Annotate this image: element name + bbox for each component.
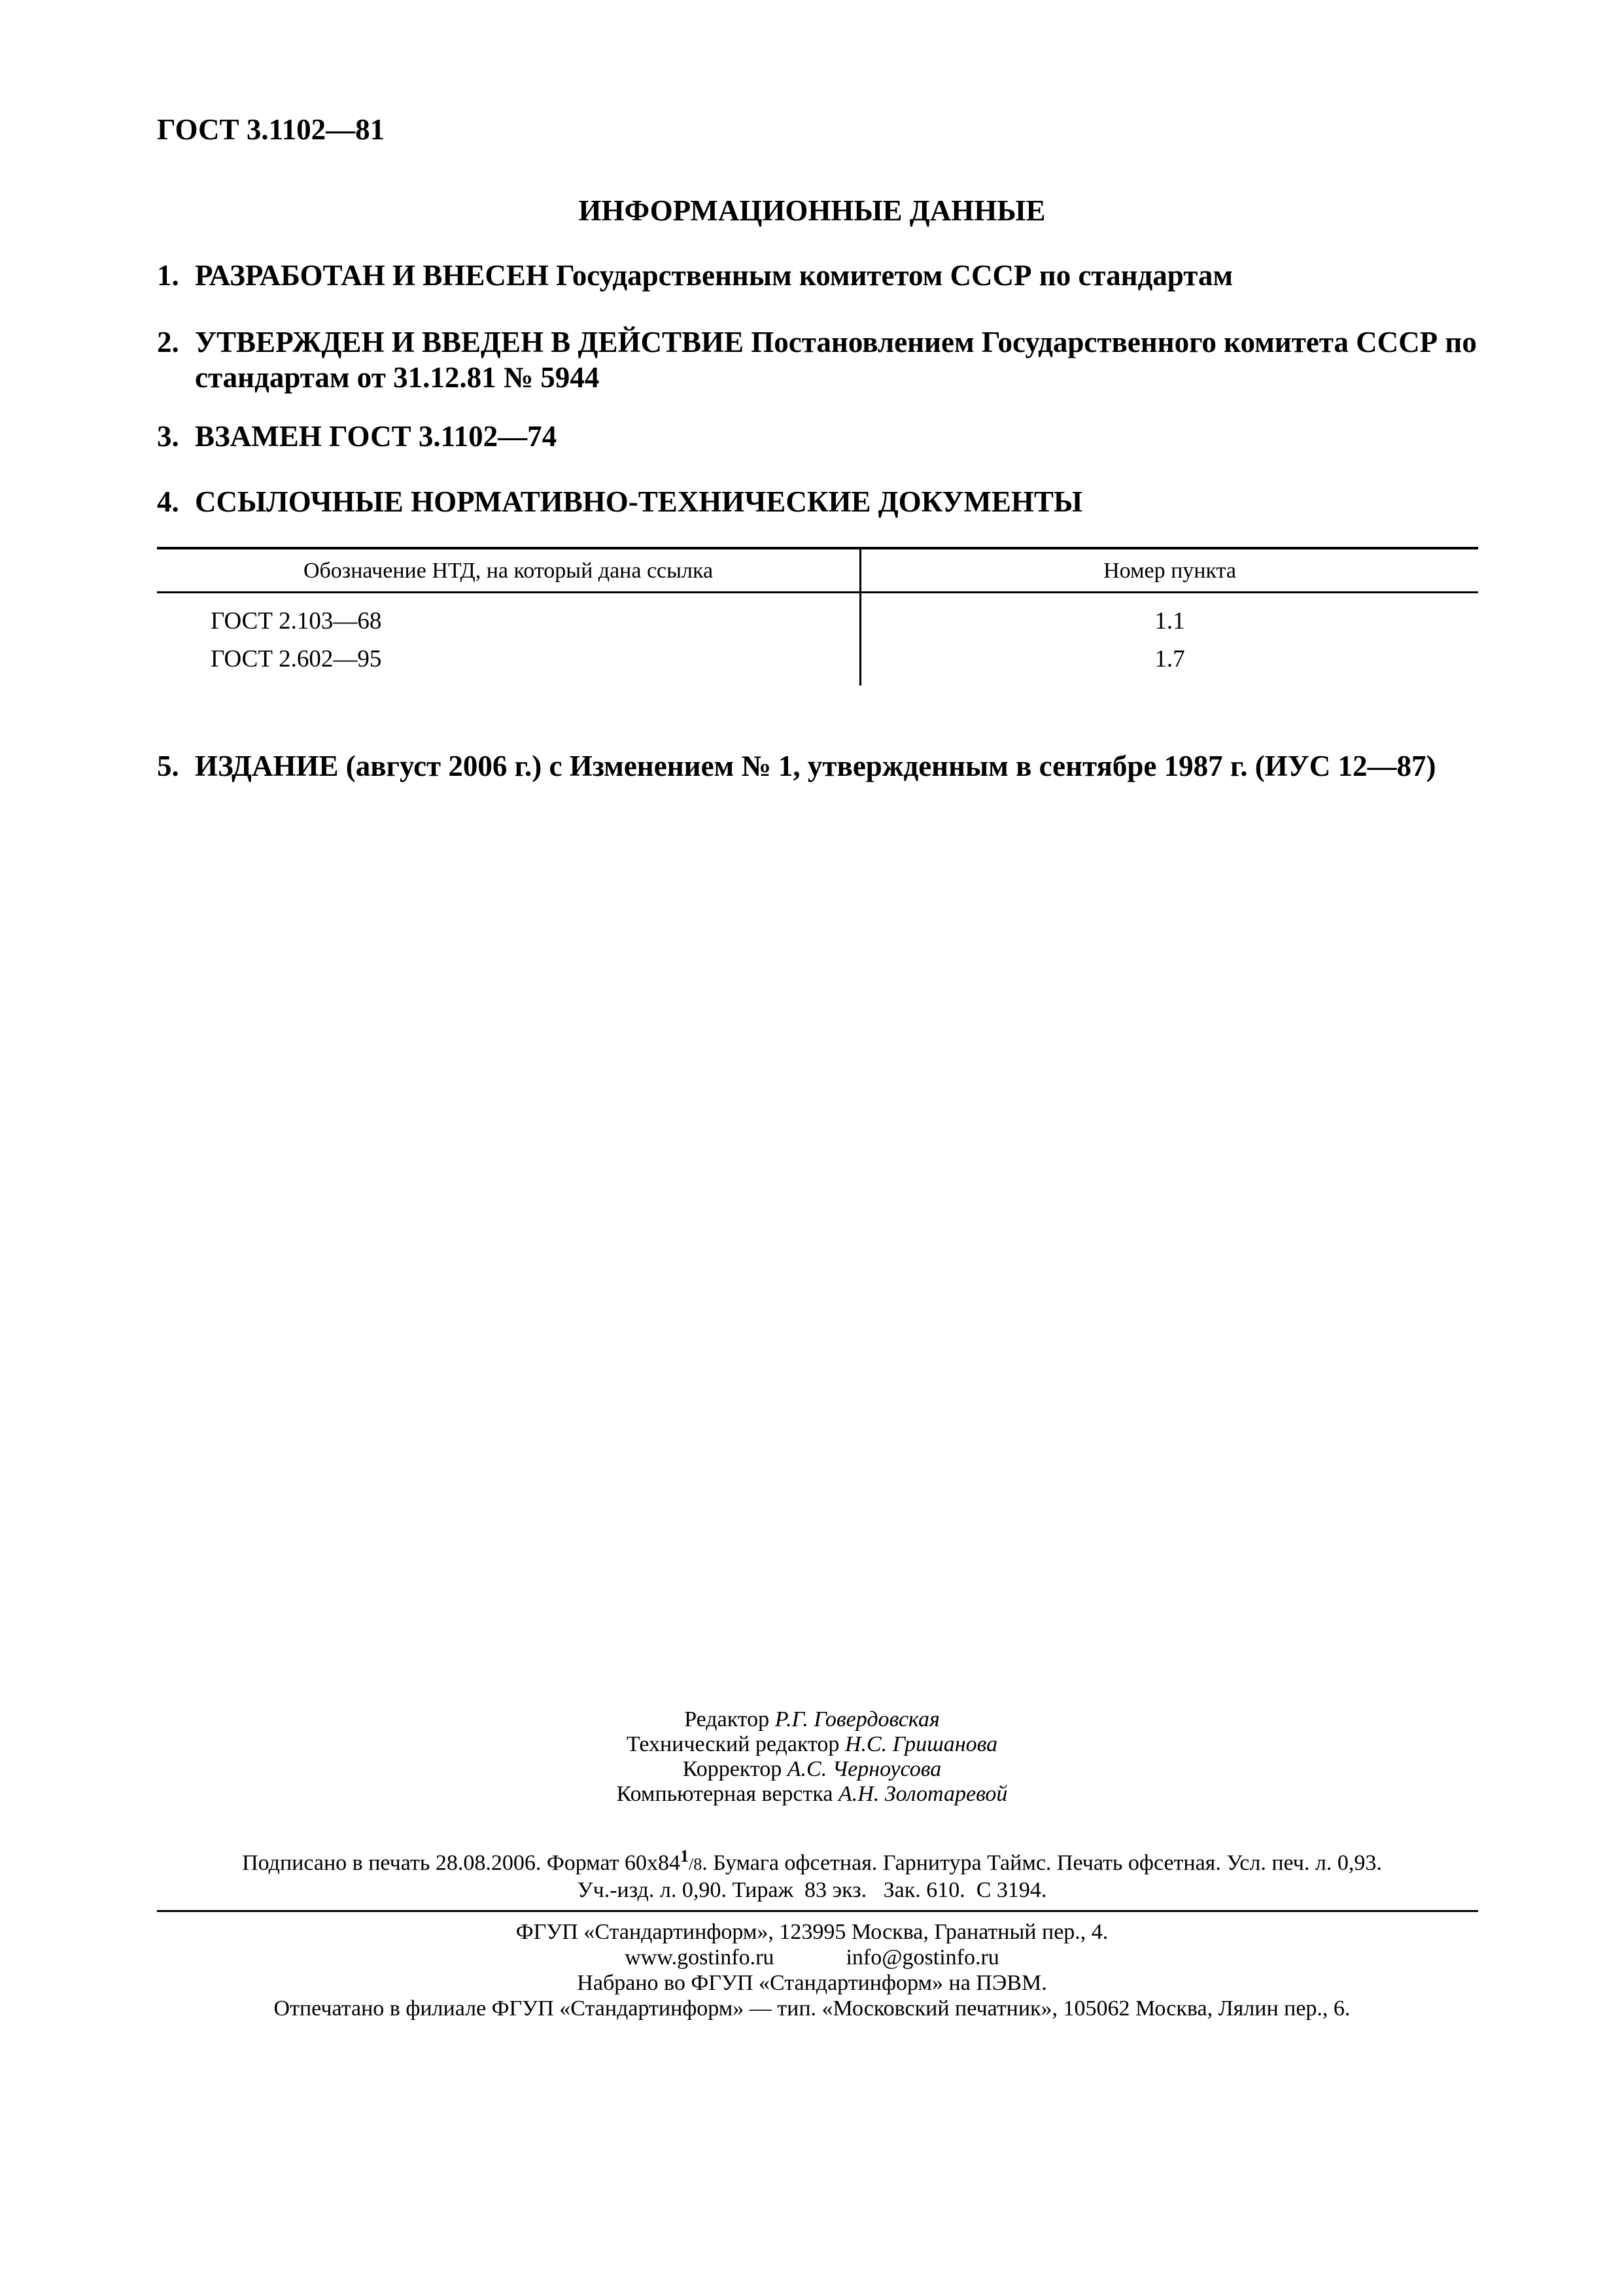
- table-header-item: Номер пункта: [1103, 559, 1236, 583]
- publisher-contacts: [0, 1945, 1624, 1970]
- table-cell-item: 1.7: [1154, 646, 1185, 672]
- credit-layout: [0, 1782, 1624, 1807]
- print-info-text: . Бумага офсетная. Гарнитура Таймс. Печать офсетная. Усл. печ. л. 0,93.: [702, 1851, 1382, 1875]
- section-1: [157, 258, 1478, 293]
- reference-table: [157, 547, 1478, 686]
- section-number: 2.: [157, 326, 179, 358]
- table-row: [157, 607, 1478, 646]
- print-info-line-1: [0, 1843, 1624, 1877]
- table-cell-item: 1.1: [1154, 608, 1185, 635]
- section-number: 1.: [157, 259, 179, 292]
- credit-role: Технический редактор: [626, 1732, 840, 1756]
- table-header-rule: [157, 591, 1478, 593]
- section-caption: УТВЕРЖДЕН И ВВЕДЕН В ДЕЙСТВИЕ: [195, 326, 744, 358]
- credit-technical-editor: [0, 1732, 1624, 1757]
- bottom-divider: [157, 1910, 1478, 1912]
- credit-editor: [0, 1707, 1624, 1732]
- print-info-line-2: Уч.-изд. л. 0,90. Тираж 83 экз. Зак. 610. С 3194.: [577, 1878, 1047, 1903]
- publisher-printer: Отпечатано в филиале ФГУП «Стандартинформ» — тип. «Московский печатник», 105062 Москва, Лялин пер., 6.: [273, 1996, 1351, 2021]
- table-cell-document: ГОСТ 2.103—68: [211, 608, 382, 635]
- section-caption: ВЗАМЕН ГОСТ 3.1102—74: [195, 420, 557, 453]
- table-top-rule: [157, 547, 1478, 549]
- credit-name: А.С. Черноусова: [787, 1757, 942, 1781]
- publisher-block: [0, 1919, 1624, 2021]
- section-number: 4.: [157, 485, 179, 518]
- document-id: ГОСТ 3.1102—81: [157, 113, 385, 146]
- credits-block: [0, 1707, 1624, 1807]
- section-text: Постановлением Государственного комитета СССР по стандартам от 31.12.81 № 5944: [195, 326, 1477, 394]
- section-2: [157, 324, 1478, 395]
- credit-role: Редактор: [684, 1707, 770, 1731]
- credit-name: Р.Г. Говердовская: [774, 1707, 940, 1731]
- section-4: [157, 484, 1478, 519]
- section-caption: ИЗДАНИЕ: [195, 750, 339, 782]
- page-title: ИНФОРМАЦИОННЫЕ ДАННЫЕ: [578, 194, 1046, 227]
- section-5: [157, 748, 1478, 784]
- section-caption: ССЫЛОЧНЫЕ НОРМАТИВНО-ТЕХНИЧЕСКИЕ ДОКУМЕНТЫ: [195, 485, 1083, 518]
- publisher-typeset: Набрано во ФГУП «Стандартинформ» на ПЭВМ.: [577, 1971, 1047, 1995]
- publisher-website-link[interactable]: www.gostinfo.ru: [625, 1945, 774, 1970]
- publisher-email-link[interactable]: info@gostinfo.ru: [846, 1945, 999, 1970]
- credit-proofreader: [0, 1757, 1624, 1782]
- section-number: 3.: [157, 420, 179, 453]
- section-text: (август 2006 г.) с Изменением № 1, утвержденным в сентябре 1987 г. (ИУС 12—87): [345, 750, 1436, 782]
- table-header-document: Обозначение НТД, на который дана ссылка: [303, 559, 714, 583]
- print-info-block: [0, 1843, 1624, 1904]
- format-superscript: 1: [680, 1847, 689, 1866]
- table-cell-document: ГОСТ 2.602—95: [211, 646, 382, 672]
- format-subscript: /8: [689, 1854, 702, 1874]
- credit-name: А.Н. Золотаревой: [838, 1782, 1008, 1806]
- section-3: [157, 419, 1478, 454]
- table-row: [157, 645, 1478, 684]
- publisher-address: ФГУП «Стандартинформ», 123995 Москва, Гранатный пер., 4.: [515, 1920, 1109, 1944]
- credit-name: Н.С. Гришанова: [844, 1732, 998, 1756]
- credit-role: Компьютерная верстка: [616, 1782, 833, 1806]
- section-caption: РАЗРАБОТАН И ВНЕСЕН: [195, 259, 549, 292]
- section-number: 5.: [157, 750, 179, 782]
- section-text: Государственным комитетом СССР по стандартам: [556, 259, 1234, 292]
- credit-role: Корректор: [682, 1757, 782, 1781]
- print-info-text: Подписано в печать 28.08.2006. Формат 60x84: [242, 1851, 681, 1875]
